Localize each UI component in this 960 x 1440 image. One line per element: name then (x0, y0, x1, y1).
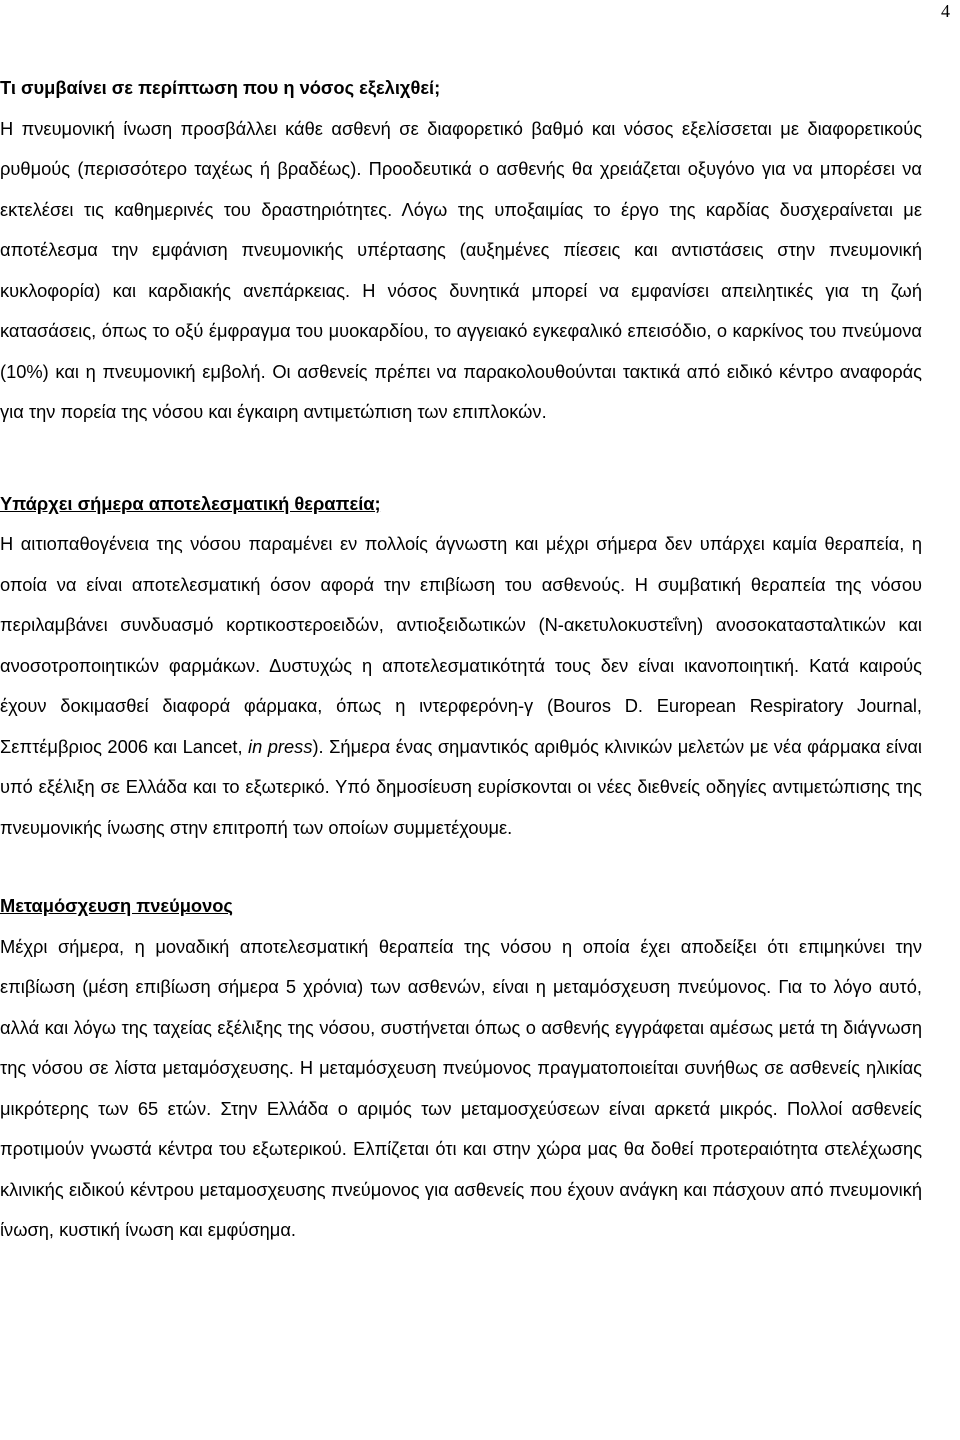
section-treatment (0, 484, 922, 849)
section-paragraph (0, 524, 922, 848)
paragraph-text: Η αιτιοπαθογένεια της νόσου παραμένει εν πολλοίς άγνωστη και μέχρι σήμερα δεν υπάρχει καμία θεραπεία, η οποία να είναι αποτελεσματική όσον αφορά την επιβίωση του ασθενούς. Η συμβατική θεραπεία της νόσου περιλαμβάνει συνδυασμό κορτικοστεροειδών, αντιοξειδωτικών (Ν-ακετυλοκυστεΐνη) ανοσοκατασταλτικών και ανοσοτροποιητικών φαρμάκων. Δυστυχώς η αποτελεσματικότητά τους δεν είναι ικανοποιητική. Κατά καιρούς έχουν δοκιμασθεί διαφορά φάρμακα, όπως η ιντερφερόνη-γ (Bouros D. European Respiratory Journal, Σεπτέμβριος 2006 και Lancet, (0, 533, 922, 757)
section-disease-progression (0, 68, 922, 433)
document-body (0, 68, 922, 1251)
paragraph-text: ). Σήμερα ένας σημαντικός αριθμός κλινικών μελετών με νέα φάρμακα είναι υπό εξέλιξη σε Ελλάδα και το εξωτερικό. Υπό δημοσίευση ευρίσκονται οι νέες διεθνείς οδηγίες αντιμετώπισης της πνευμονικής ίνωσης στην επιτροπή των οποίων συμμετέχουμε. (0, 735, 922, 838)
section-heading: Μεταμόσχευση πνεύμονος (0, 895, 233, 916)
section-spacer (0, 848, 922, 886)
section-spacer (0, 433, 922, 484)
section-paragraph: Η πνευμονική ίνωση προσβάλλει κάθε ασθενή σε διαφορετικό βαθμό και νόσος εξελίσσεται με διαφορετικούς ρυθμούς (περισσότερο ταχέως ή βραδέως). Προοδευτικά ο ασθενής θα χρειάζεται οξυγόνο για να μπορέσει να εκτελέσει τις καθημερινές του δραστηριότητες. Λόγω της υποξαιμίας το έργο της καρδίας δυσχεραίνεται με αποτέλεσμα την εμφάνιση πνευμονικής υπέρτασης (αυξημένες πίεσεις και αντιστάσεις στην πνευμονική κυκλοφορία) και καρδιακής ανεπάρκειας. Η νόσος δυνητικά μπορεί να εμφανίσει απειλητικές για τη ζωή κατασάσεις, όπως το οξύ έμφραγμα του μυοκαρδίου, το αγγειακό εγκεφαλικό επεισόδιο, ο καρκίνος του πνεύμονα (10%) και η πνευμονική εμβολή. Οι ασθενείς πρέπει να παρακολουθούνται τακτικά από ειδικό κέντρο αναφοράς για την πορεία της νόσου και έγκαιρη αντιμετώπιση των επιπλοκών. (0, 117, 922, 422)
italic-text: in press (248, 735, 313, 757)
section-lung-transplant (0, 886, 922, 1251)
section-paragraph: Μέχρι σήμερα, η μοναδική αποτελεσματική θεραπεία της νόσου η οποία έχει αποδείξει ότι επιμηκύνει την επιβίωση (μέση επιβίωση σήμερα 5 χρόνια) των ασθενών, είναι η μεταμόσχευση πνεύμονος. Για το λόγο αυτό, αλλά και λόγω της ταχείας εξέλιξης της νόσου, συστήνεται όπως ο ασθενής εγγράφεται αμέσως μετά τη διάγνωση της νόσου σε λίστα μεταμόσχευσης. Η μεταμόσχευση πνεύμονος πραγματοποιείται συνήθως σε ασθενείς ηλικίας μικρότερης των 65 ετών. Στην Ελλάδα ο αριμός των μεταμοσχεύσεων είναι αρκετά μικρός. Πολλοί ασθενείς προτιμούν γνωστά κέντρα του εξωτερικού. Ελπίζεται ότι και στην χώρα μας θα δοθεί προτεραιότητα στελέχωσης κλινικής ειδικού κέντρου μεταμοσχευσης πνεύμονος για ασθενείς που έχουν ανάγκη και πάσχουν από πνευμονική ίνωση, κυστική ίνωση και εμφύσημα. (0, 935, 922, 1240)
page-number: 4 (941, 1, 950, 21)
section-heading: Τι συμβαίνει σε περίπτωση που η νόσος εξελιχθεί; (0, 77, 441, 98)
section-heading: Υπάρχει σήμερα αποτελεσματική θεραπεία; (0, 492, 381, 514)
